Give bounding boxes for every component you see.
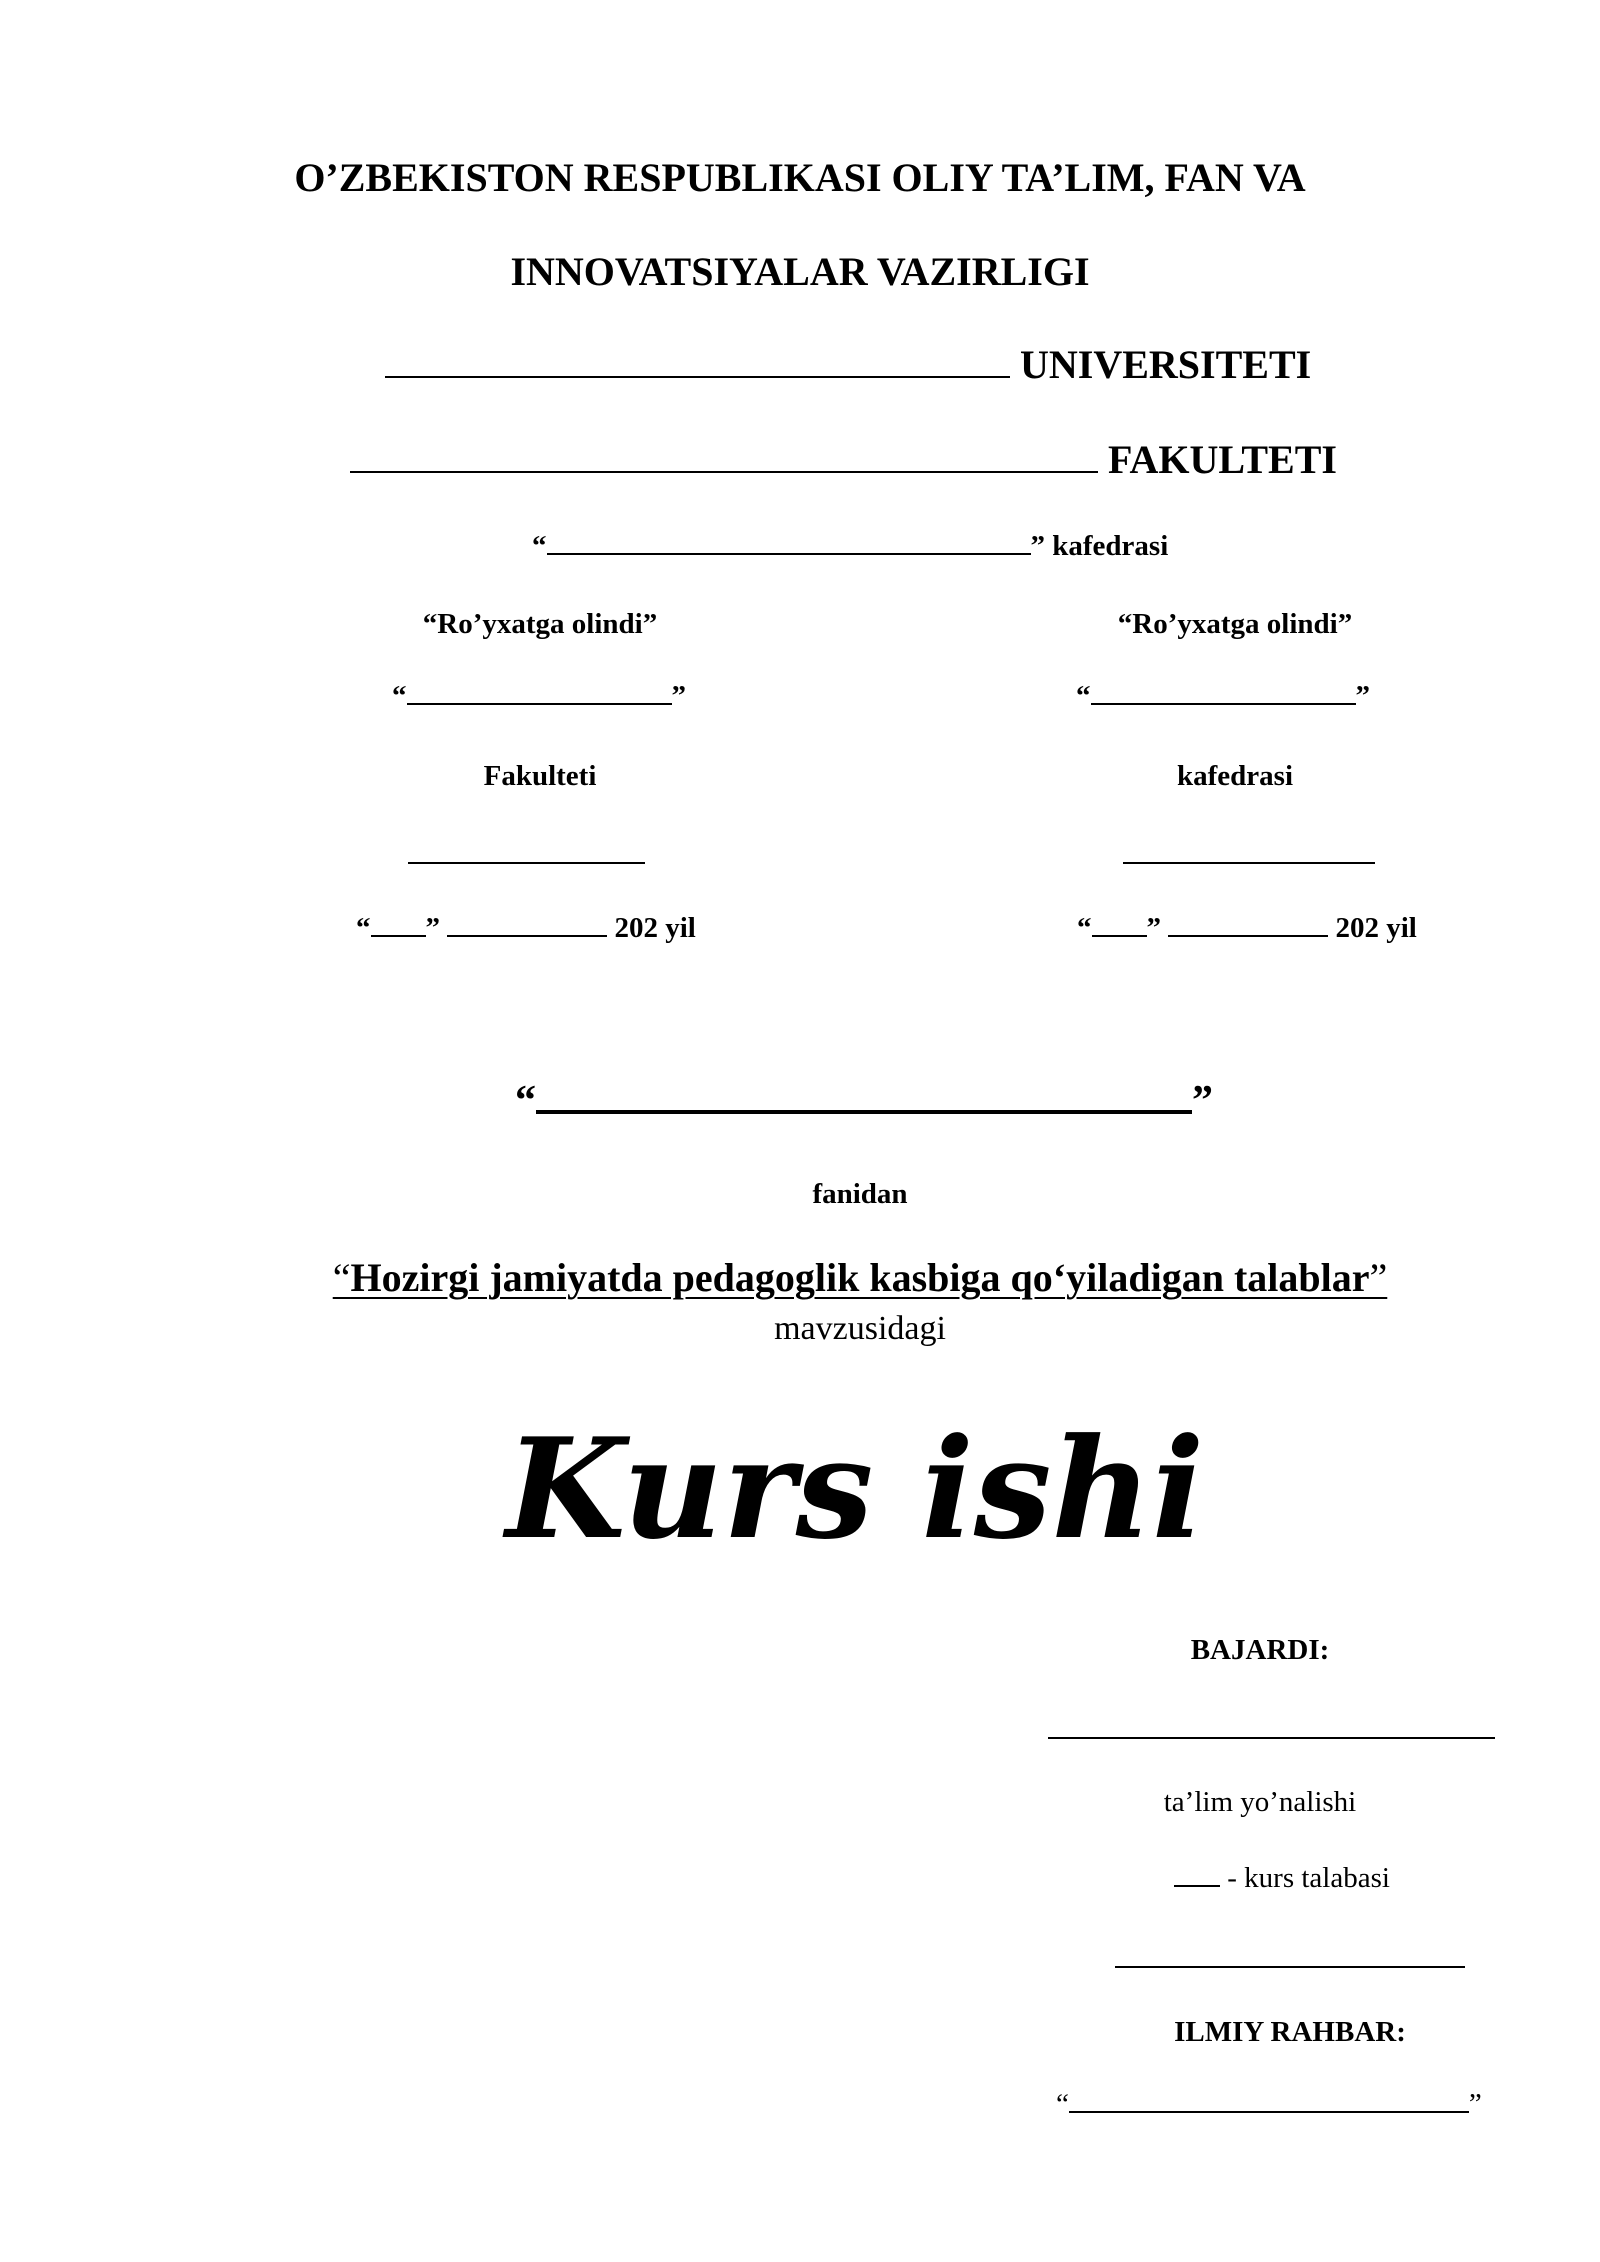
course-blank (1174, 1885, 1220, 1887)
left-signature-line (408, 862, 645, 864)
right-signature-line (1123, 862, 1375, 864)
left-day-blank (371, 935, 426, 937)
faculty-line (350, 437, 1337, 482)
subject-line: “ ” (515, 1078, 1213, 1124)
subject-suffix: fanidan (812, 1178, 908, 1210)
department-line: “ ” kafedrasi (532, 530, 1169, 562)
university-label: UNIVERSITETI (1020, 342, 1312, 387)
left-quote-blank (407, 703, 672, 705)
right-date: “ ” 202 yil (1077, 912, 1417, 944)
student-signature-line (1115, 1966, 1465, 1968)
university-blank (385, 376, 1010, 378)
left-date: “ ” 202 yil (356, 912, 696, 944)
topic-suffix: mavzusidagi (774, 1310, 946, 1347)
supervisor-label: ILMIY RAHBAR: (1174, 2016, 1406, 2048)
right-day-blank (1092, 935, 1147, 937)
left-registered: “Ro’yxatga olindi” (422, 608, 658, 640)
document-type: Kurs ishi (505, 1407, 1205, 1570)
right-quote-blank (1091, 703, 1356, 705)
supervisor-blank (1069, 2111, 1469, 2113)
right-quote-line: “ ” (1076, 680, 1370, 712)
faculty-label: FAKULTETI (1108, 437, 1337, 482)
direction-label: ta’lim yo’nalishi (1163, 1786, 1357, 1818)
student-name-line (1048, 1737, 1495, 1739)
right-year: 202 yil (1335, 912, 1417, 944)
ministry-title-line2: INNOVATSIYALAR VAZIRLIGI (510, 249, 1090, 294)
department-label: kafedrasi (1052, 530, 1169, 562)
left-month-blank (447, 935, 607, 937)
right-registered: “Ro’yxatga olindi” (1117, 608, 1353, 640)
topic-title: Hozirgi jamiyatda pedagoglik kasbiga qo‘yiladigan talablar (350, 1255, 1370, 1300)
course-line (1174, 1864, 1390, 1893)
supervisor-line: “ ” (1056, 2088, 1482, 2120)
department-blank (547, 553, 1031, 555)
ministry-title-line1: O’ZBEKISTON RESPUBLIKASI OLIY TA’LIM, FAN VA (294, 155, 1306, 200)
right-month-blank (1168, 935, 1328, 937)
topic-line: “Hozirgi jamiyatda pedagoglik kasbiga qo‘yiladigan talablar” (332, 1255, 1388, 1300)
left-unit: Fakulteti (483, 760, 597, 792)
left-year: 202 yil (614, 912, 696, 944)
subject-blank (536, 1110, 1192, 1114)
course-label: - kurs talabasi (1227, 1862, 1390, 1894)
performed-by-label: BAJARDI: (1190, 1634, 1330, 1666)
faculty-blank (350, 471, 1098, 473)
left-quote-line: “ ” (392, 680, 686, 712)
right-unit: kafedrasi (1177, 760, 1293, 792)
university-line (385, 342, 1312, 387)
